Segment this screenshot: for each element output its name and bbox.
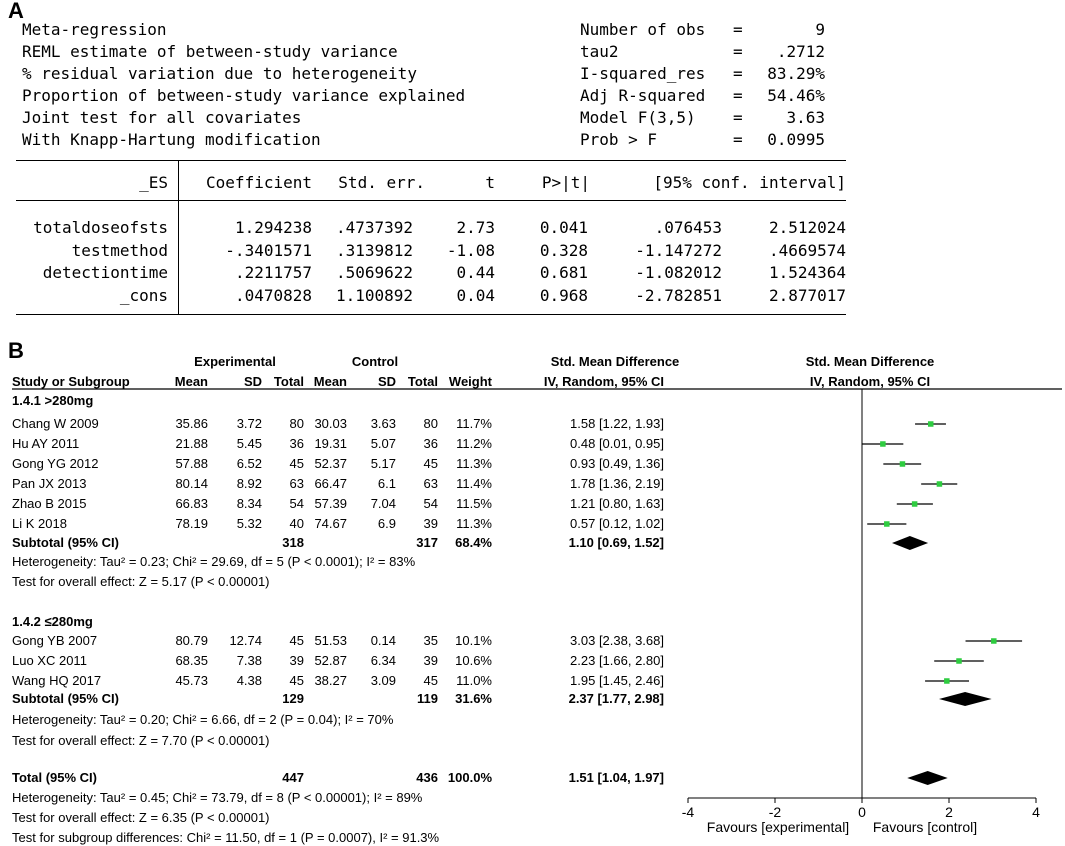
table-cell: 1.100892 (335, 285, 413, 305)
effect-marker (944, 678, 950, 684)
summary-line: With Knapp-Hartung modification (22, 130, 321, 149)
effect-marker (884, 521, 890, 527)
x-tick-label: 0 (858, 804, 866, 820)
exp-mean: 66.83 (175, 496, 208, 511)
header-experimental: Experimental (194, 354, 276, 369)
ctl-mean: 19.31 (314, 436, 347, 451)
smd-ci: 1.78 [1.36, 2.19] (570, 476, 664, 491)
subtotal-exp-total: 129 (282, 691, 304, 706)
smd-ci: 0.93 [0.49, 1.36] (570, 456, 664, 471)
col-header: [95% conf. interval] (653, 173, 846, 192)
ctl-mean: 52.87 (314, 653, 347, 668)
stat-name: Number of obs (580, 20, 706, 39)
subgroup-title: 1.4.2 ≤280mg (12, 614, 93, 629)
study-name: Gong YG 2012 (12, 456, 99, 471)
exp-sd: 6.52 (236, 456, 262, 471)
ctl-total: 54 (423, 496, 438, 511)
ctl-total: 45 (423, 456, 438, 471)
heterogeneity-text: Heterogeneity: Tau² = 0.23; Chi² = 29.69, df = 5 (P < 0.0001); I² = 83% (12, 554, 416, 569)
table-cell: -2.782851 (635, 285, 722, 305)
table-cell: -1.082012 (635, 263, 722, 282)
study-name: Wang HQ 2017 (12, 673, 102, 688)
smd-ci: 3.03 [2.38, 3.68] (570, 633, 664, 648)
exp-mean: 21.88 (175, 436, 208, 451)
table-cell: 2.512024 (768, 218, 846, 237)
stat-value: .2712 (776, 42, 825, 61)
stat-equals: = (733, 86, 743, 105)
table-cell: -1.08 (446, 240, 495, 260)
exp-total: 80 (289, 416, 304, 431)
total-weight: 100.0% (447, 770, 492, 785)
effect-marker (900, 461, 906, 467)
table-cell: 1.294238 (234, 218, 312, 237)
header-smd: Std. Mean Difference (550, 354, 680, 369)
panel-a-label: A (8, 0, 24, 23)
table-cell: .3139812 (335, 240, 413, 260)
col-header: Std. err. (338, 173, 425, 192)
exp-sd: 7.38 (236, 653, 262, 668)
exp-mean: 78.19 (175, 516, 208, 531)
table-cell: .2211757 (234, 263, 312, 282)
exp-sd: 8.34 (236, 496, 262, 511)
exp-total: 40 (289, 516, 304, 531)
table-cell: 0.968 (539, 285, 588, 305)
ctl-sd: 0.14 (370, 633, 396, 648)
exp-total: 54 (289, 496, 304, 511)
stat-value: 9 (815, 20, 825, 39)
ctl-sd: 3.63 (370, 416, 396, 431)
ctl-sd: 6.34 (370, 653, 396, 668)
stat-name: Adj R-squared (580, 86, 706, 105)
effect-marker (937, 481, 943, 487)
study-name: Pan JX 2013 (12, 476, 87, 491)
ctl-sd: 3.09 (370, 673, 396, 688)
ctl-sd: 6.1 (377, 476, 396, 491)
study-name: Hu AY 2011 (12, 436, 80, 451)
header-exp-sd: SD (243, 374, 262, 389)
table-cell: 0.04 (456, 285, 495, 305)
header-method-plot: IV, Random, 95% CI (809, 374, 931, 389)
summary-line: REML estimate of between-study variance (22, 42, 398, 61)
smd-ci: 0.57 [0.12, 1.02] (570, 516, 664, 531)
row-label: totaldoseofsts (33, 218, 168, 237)
smd-ci: 1.95 [1.45, 2.46] (570, 673, 664, 688)
table-cell: 0.681 (539, 263, 588, 282)
favours-experimental-label: Favours [experimental] (706, 819, 850, 835)
col-header-es: _ES (139, 173, 168, 192)
subtotal-exp-total: 318 (282, 535, 304, 550)
header-ctl-sd: SD (377, 374, 396, 389)
ctl-mean: 51.53 (314, 633, 347, 648)
stat-equals: = (733, 20, 743, 39)
effect-marker (880, 441, 886, 447)
weight: 10.6% (455, 653, 492, 668)
ctl-mean: 57.39 (314, 496, 347, 511)
exp-mean: 57.88 (175, 456, 208, 471)
stat-equals: = (733, 42, 743, 61)
row-label: testmethod (71, 240, 168, 260)
ctl-sd: 7.04 (370, 496, 396, 511)
exp-sd: 8.92 (236, 476, 262, 491)
stat-name: I-squared_res (580, 64, 706, 83)
subtotal-label: Subtotal (95% CI) (12, 535, 119, 550)
exp-mean: 45.73 (175, 673, 208, 688)
x-tick-label: -4 (681, 804, 695, 820)
header-ctl-mean: Mean (313, 374, 347, 389)
panel-b-label: B (8, 338, 24, 363)
header-study: Study or Subgroup (12, 374, 130, 389)
row-label: detectiontime (42, 263, 168, 282)
ctl-total: 36 (423, 436, 438, 451)
weight: 11.4% (456, 476, 492, 491)
pooled-diamond (892, 536, 928, 550)
table-cell: 0.328 (539, 240, 588, 260)
header-ctl-total: Total (407, 374, 438, 389)
footer-text: Test for subgroup differences: Chi² = 11.50, df = 1 (P = 0.0007), I² = 91.3% (12, 830, 440, 845)
total-ci: 1.51 [1.04, 1.97] (568, 770, 664, 785)
exp-total: 45 (289, 673, 304, 688)
x-tick-label: -2 (768, 804, 782, 820)
study-name: Gong YB 2007 (12, 633, 98, 648)
table-cell: 0.041 (539, 218, 588, 237)
header-control: Control (351, 354, 399, 369)
subtotal-ci: 2.37 [1.77, 2.98] (568, 691, 664, 706)
table-cell: 2.73 (456, 218, 495, 237)
header-method: IV, Random, 95% CI (543, 374, 664, 389)
header-exp-total: Total (273, 374, 304, 389)
exp-sd: 5.32 (236, 516, 262, 531)
subtotal-label: Subtotal (95% CI) (12, 691, 119, 706)
ctl-total: 45 (423, 673, 438, 688)
smd-ci: 1.21 [0.80, 1.63] (570, 496, 664, 511)
summary-line: Proportion of between-study variance explained (22, 86, 466, 105)
exp-sd: 4.38 (236, 673, 262, 688)
x-tick-label: 4 (1032, 804, 1040, 820)
summary-line: Joint test for all covariates (22, 108, 302, 127)
stat-equals: = (733, 108, 743, 127)
ctl-total: 80 (423, 416, 438, 431)
table-cell: 2.877017 (768, 285, 846, 305)
smd-ci: 2.23 [1.66, 2.80] (570, 653, 664, 668)
ctl-sd: 5.07 (370, 436, 396, 451)
heterogeneity-text: Heterogeneity: Tau² = 0.20; Chi² = 6.66, df = 2 (P = 0.04); I² = 70% (12, 712, 394, 727)
effect-marker (956, 658, 962, 664)
header-smd-plot: Std. Mean Difference (805, 354, 935, 369)
ctl-total: 39 (423, 516, 438, 531)
row-label: _cons (119, 285, 168, 305)
smd-ci: 0.48 [0.01, 0.95] (570, 436, 664, 451)
exp-mean: 80.14 (175, 476, 208, 491)
weight: 11.0% (456, 673, 492, 688)
ctl-mean: 74.67 (314, 516, 347, 531)
subgroup-title: 1.4.1 >280mg (12, 393, 94, 408)
stat-value: 3.63 (786, 108, 825, 127)
col-header: t (485, 173, 495, 192)
exp-sd: 3.72 (236, 416, 262, 431)
stat-equals: = (733, 64, 743, 83)
subtotal-weight: 31.6% (455, 691, 492, 706)
study-name: Luo XC 2011 (12, 653, 87, 668)
stat-equals: = (733, 130, 743, 149)
subtotal-ci: 1.10 [0.69, 1.52] (568, 535, 664, 550)
exp-mean: 35.86 (175, 416, 208, 431)
favours-control-label: Favours [control] (872, 819, 978, 835)
table-cell: .0470828 (234, 285, 312, 305)
table-cell: -.3401571 (225, 240, 312, 260)
table-cell: .5069622 (335, 263, 413, 282)
study-name: Chang W 2009 (12, 416, 99, 431)
pooled-diamond (939, 692, 992, 706)
table-cell: 1.524364 (768, 263, 846, 282)
overall-effect-text: Test for overall effect: Z = 7.70 (P < 0.00001) (12, 733, 270, 748)
ctl-mean: 38.27 (314, 673, 347, 688)
weight: 11.7% (456, 416, 492, 431)
weight: 11.3% (456, 516, 492, 531)
table-cell: .4669574 (768, 240, 846, 260)
subtotal-ctl-total: 119 (417, 691, 438, 706)
stat-value: 83.29% (767, 64, 825, 83)
exp-total: 63 (289, 476, 304, 491)
exp-total: 45 (289, 456, 304, 471)
total-label: Total (95% CI) (12, 770, 97, 785)
weight: 11.2% (456, 436, 492, 451)
ctl-mean: 52.37 (314, 456, 347, 471)
ctl-sd: 6.9 (377, 516, 396, 531)
col-header: Coefficient (206, 173, 312, 192)
table-cell: -1.147272 (635, 240, 722, 260)
study-name: Zhao B 2015 (12, 496, 87, 511)
weight: 11.5% (456, 496, 492, 511)
table-cell: .076453 (654, 218, 722, 237)
exp-mean: 68.35 (175, 653, 208, 668)
table-cell: 0.44 (456, 263, 495, 282)
stat-value: 54.46% (767, 86, 825, 105)
overall-effect-text: Test for overall effect: Z = 5.17 (P < 0.00001) (12, 574, 270, 589)
exp-total: 36 (289, 436, 304, 451)
exp-total: 39 (289, 653, 304, 668)
footer-text: Heterogeneity: Tau² = 0.45; Chi² = 73.79, df = 8 (P < 0.00001); I² = 89% (12, 790, 423, 805)
smd-ci: 1.58 [1.22, 1.93] (570, 416, 664, 431)
header-exp-mean: Mean (174, 374, 208, 389)
stat-name: Model F(3,5) (580, 108, 696, 127)
total-ctl-total: 436 (416, 770, 438, 785)
summary-line: Meta-regression (22, 20, 167, 39)
exp-total: 45 (289, 633, 304, 648)
col-header: P>|t| (541, 173, 590, 192)
study-name: Li K 2018 (12, 516, 67, 531)
weight: 11.3% (456, 456, 492, 471)
subtotal-weight: 68.4% (455, 535, 492, 550)
summary-line: % residual variation due to heterogeneity (22, 64, 417, 83)
total-exp-total: 447 (282, 770, 304, 785)
ctl-total: 39 (423, 653, 438, 668)
effect-marker (928, 421, 934, 427)
exp-sd: 12.74 (229, 633, 262, 648)
ctl-total: 35 (423, 633, 438, 648)
stat-value: 0.0995 (767, 130, 825, 149)
weight: 10.1% (455, 633, 492, 648)
subtotal-ctl-total: 317 (416, 535, 438, 550)
stat-name: Prob > F (580, 130, 658, 149)
header-weight: Weight (448, 374, 492, 389)
table-cell: .4737392 (335, 218, 413, 237)
exp-sd: 5.45 (236, 436, 262, 451)
effect-marker (912, 501, 918, 507)
ctl-sd: 5.17 (370, 456, 396, 471)
ctl-total: 63 (423, 476, 438, 491)
x-tick-label: 2 (945, 804, 953, 820)
ctl-mean: 30.03 (314, 416, 347, 431)
exp-mean: 80.79 (175, 633, 208, 648)
effect-marker (991, 638, 997, 644)
pooled-diamond (907, 771, 947, 785)
footer-text: Test for overall effect: Z = 6.35 (P < 0.00001) (12, 810, 270, 825)
ctl-mean: 66.47 (314, 476, 347, 491)
stat-name: tau2 (580, 42, 619, 61)
